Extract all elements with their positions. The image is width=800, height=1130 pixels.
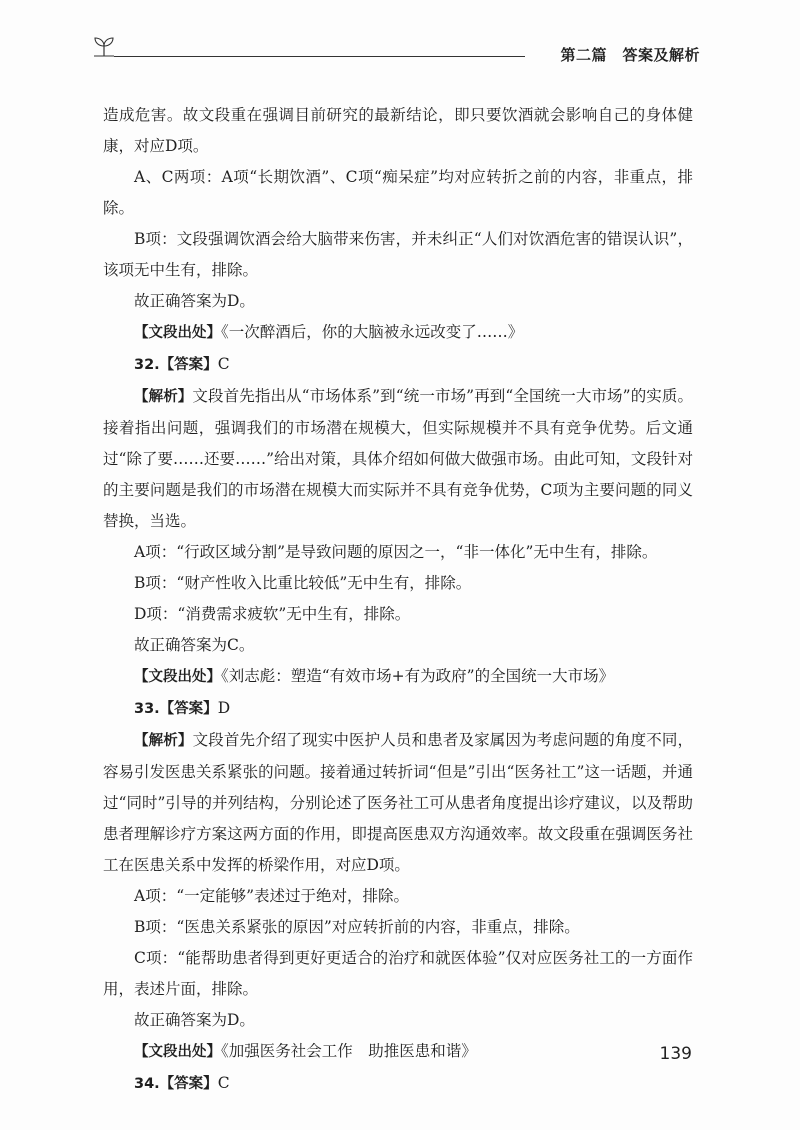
paragraph — [103, 1068, 693, 1100]
paragraph-label: 【解析】 — [134, 733, 193, 749]
paragraph — [103, 317, 693, 349]
paragraph — [103, 162, 693, 224]
paragraph — [103, 100, 693, 162]
page-body — [103, 100, 693, 1100]
paragraph — [103, 224, 693, 286]
paragraph-label: 【文段出处】 — [134, 669, 221, 685]
paragraph — [103, 943, 693, 1005]
paragraph-label: 32.【答案】 — [134, 357, 218, 373]
paragraph-label: 34.【答案】 — [134, 1076, 218, 1092]
paragraph — [103, 630, 693, 661]
paragraph-label: 【解析】 — [134, 389, 193, 405]
paragraph-text: 《刘志彪：塑造“有效市场+有为政府”的全国统一大市场》 — [221, 667, 615, 685]
paragraph-text: 故正确答案为C。 — [134, 636, 255, 654]
paragraph-text: A项：“一定能够”表述过于绝对，排除。 — [134, 887, 410, 905]
paragraph — [103, 1036, 693, 1068]
paragraph — [103, 568, 693, 599]
paragraph — [103, 912, 693, 943]
paragraph-text: 造成危害。故文段重在强调目前研究的最新结论，即只要饮酒就会影响自己的身体健康，对应D项。 — [103, 106, 693, 155]
paragraph — [103, 599, 693, 630]
paragraph-text: 故正确答案为D。 — [134, 1011, 255, 1029]
paragraph-text: D — [217, 699, 231, 717]
paragraph-text: 文段首先介绍了现实中医护人员和患者及家属因为考虑问题的角度不同，容易引发医患关系紧张的问题。接着通过转折词“但是”引出“医务社工”这一话题，并通过“同时”引导的并列结构，分别论述了医务社工可从患者角度提出诊疗建议，以及帮助患者理解诊疗方案这两方面的作用，即提高医患双方沟通效率。故文段重在强调医务社工在医患关系中发挥的桥梁作用，对应D项。 — [103, 731, 693, 874]
sprout-icon — [92, 36, 116, 58]
paragraph-text: D项：“消费需求疲软”无中生有，排除。 — [134, 605, 411, 623]
paragraph-text: C — [217, 1074, 230, 1092]
paragraph-text: 文段首先指出从“市场体系”到“统一市场”再到“全国统一大市场”的实质。接着指出问题，强调我们的市场潜在规模大，但实际规模并不具有竞争优势。后文通过“除了要……还要……”给出对策，具体介绍如何做大做强市场。由此可知，文段针对的主要问题是我们的市场潜在规模大而实际并不具有竞争优势，C项为主要问题的同义替换，当选。 — [103, 387, 694, 530]
paragraph — [103, 286, 693, 317]
paragraph-label: 【文段出处】 — [134, 325, 221, 341]
paragraph-text: C — [217, 355, 230, 373]
paragraph — [103, 349, 693, 381]
paragraph-label: 33.【答案】 — [134, 701, 218, 717]
paragraph-text: A项：“行政区域分割”是导致问题的原因之一，“非一体化”无中生有，排除。 — [134, 543, 658, 561]
running-header — [92, 36, 700, 66]
paragraph-text: B项：“医患关系紧张的原因”对应转折前的内容，非重点，排除。 — [134, 918, 580, 936]
paragraph — [103, 881, 693, 912]
header-rule — [114, 56, 525, 57]
paragraph — [103, 381, 693, 537]
header-title: 第二篇 答案及解析 — [560, 46, 700, 64]
paragraph-text: 故正确答案为D。 — [134, 292, 255, 310]
paragraph — [103, 725, 693, 881]
page-number: 139 — [659, 1044, 692, 1064]
paragraph — [103, 661, 693, 693]
paragraph-text: 《一次醉酒后，你的大脑被永远改变了……》 — [221, 323, 524, 341]
paragraph-text: A、C两项：A项“长期饮酒”、C项“痴呆症”均对应转折之前的内容，非重点，排除。 — [103, 168, 693, 217]
paragraph-label: 【文段出处】 — [134, 1044, 221, 1060]
paragraph-text: B项：“财产性收入比重比较低”无中生有，排除。 — [134, 574, 472, 592]
paragraph-text: C项：“能帮助患者得到更好更适合的治疗和就医体验”仅对应医务社工的一方面作用，表述片面，排除。 — [103, 949, 693, 998]
paragraph — [103, 1005, 693, 1036]
paragraph — [103, 537, 693, 568]
paragraph-text: B项：文段强调饮酒会给大脑带来伤害，并未纠正“人们对饮酒危害的错误认识”，该项无中生有，排除。 — [103, 230, 693, 279]
paragraph — [103, 693, 693, 725]
paragraph-text: 《加强医务社会工作 助推医患和谐》 — [221, 1042, 477, 1060]
